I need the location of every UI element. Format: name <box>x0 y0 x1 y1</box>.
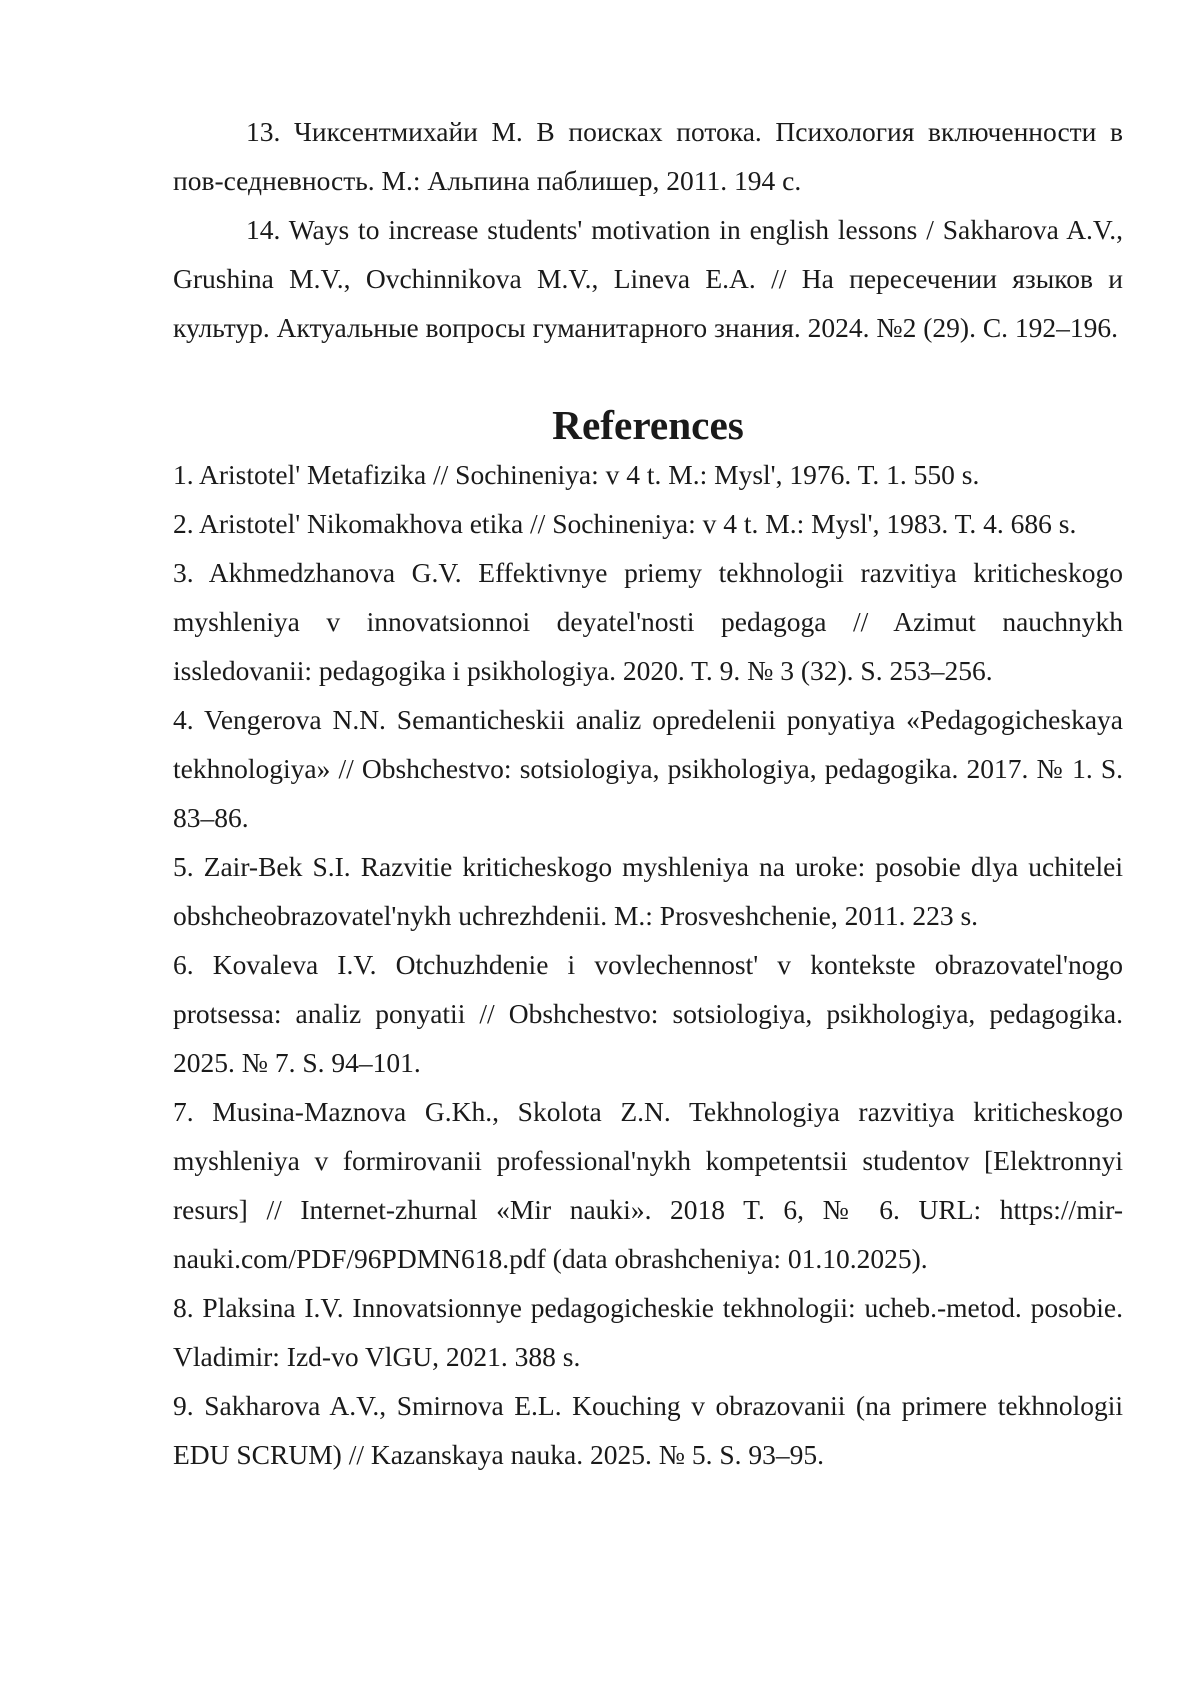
reference-ru-13: 13. Чиксентмихайи М. В поисках потока. Психология включенности в пов-седневность. М.: Альпина паблишер, 2011. 194 с. <box>173 116 1123 196</box>
reference-item-4: 4. Vengerova N.N. Semanticheskii analiz opredelenii ponyatiya «Pedagogicheskaya tekhnologiya» // Obshchestvo: sotsiologiya, psikhologiya, pedagogika. 2017. № 1. S. 83–86. <box>173 704 1123 833</box>
references-list <box>173 450 1123 1479</box>
reference-item-9: 9. Sakharova A.V., Smirnova E.L. Kouching v obrazovanii (na primere tekhnologii EDU SCRUM) // Kazanskaya nauka. 2025. № 5. S. 93–95. <box>173 1390 1123 1470</box>
reference-item-5: 5. Zair-Bek S.I. Razvitie kriticheskogo myshleniya na uroke: posobie dlya uchitelei obshcheobrazovatel'nykh uchrezhdenii. M.: Prosveshchenie, 2011. 223 s. <box>173 851 1123 931</box>
reference-item-6: 6. Kovaleva I.V. Otchuzhdenie i vovlechennost' v kontekste obrazovatel'nogo protsessa: analiz ponyatii // Obshchestvo: sotsiologiya, psikhologiya, pedagogika. 2025. № 7. S. 94–101. <box>173 949 1123 1078</box>
reference-ru-14: 14. Ways to increase students' motivation in english lessons / Sakharova A.V., Grushina M.V., Ovchinnikova M.V., Lineva E.A. // На пересечении языков и культур. Актуальные вопросы гуманитарного знания. 2024. №2 (29). С. 192–196. <box>173 214 1123 343</box>
section-spacer <box>173 352 1123 401</box>
reference-item-7: 7. Musina-Maznova G.Kh., Skolota Z.N. Tekhnologiya razvitiya kriticheskogo myshleniya v formirovanii professional'nykh kompetentsii studentov [Elektronnyi resurs] // Internet-zhurnal «Mir nauki». 2018 T. 6, № 6. URL: https://mir-nauki.com/PDF/96PDMN618.pdf (data obrashcheniya: 01.10.2025). <box>173 1096 1123 1274</box>
reference-item-2: 2. Aristotel' Nikomakhova etika // Sochineniya: v 4 t. M.: Mysl', 1983. T. 4. 686 s. <box>173 508 1077 539</box>
reference-item-1: 1. Aristotel' Metafizika // Sochineniya: v 4 t. M.: Mysl', 1976. T. 1. 550 s. <box>173 459 980 490</box>
page-content <box>173 107 1123 1479</box>
reference-item-3: 3. Akhmedzhanova G.V. Effektivnye priemy tekhnologii razvitiya kriticheskogo myshleniya v innovatsionnoi deyatel'nosti pedagoga // Azimut nauchnykh issledovanii: pedagogika i psikhologiya. 2020. T. 9. № 3 (32). S. 253–256. <box>173 557 1123 686</box>
references-heading: References <box>552 402 744 448</box>
reference-item-8: 8. Plaksina I.V. Innovatsionnye pedagogicheskie tekhnologii: ucheb.-metod. posobie. Vladimir: Izd-vo VlGU, 2021. 388 s. <box>173 1292 1123 1372</box>
